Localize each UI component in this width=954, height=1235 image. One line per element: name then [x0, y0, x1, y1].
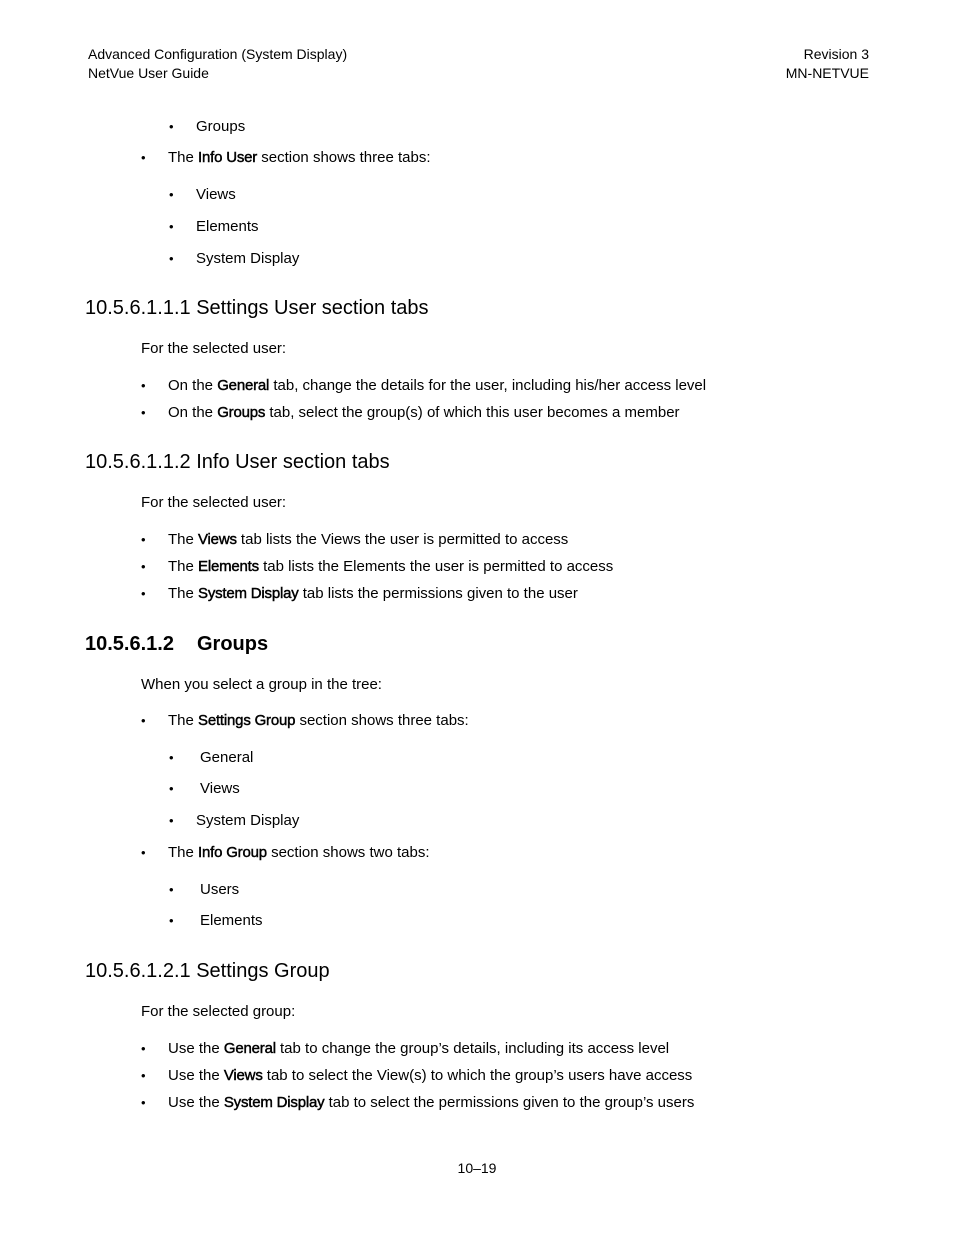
header-right-revision: Revision 3 [803, 46, 869, 62]
section-number: 10.5.6.1.2 [85, 633, 174, 655]
paragraph: For the selected group: [141, 1003, 296, 1020]
list-item-text: System Display [196, 812, 300, 829]
ui-term: Views [198, 531, 237, 548]
list-item-pre: The [168, 712, 199, 729]
list-item-post: tab, change the details for the user, including his/her access level [269, 377, 707, 394]
bullet-icon: • [141, 405, 146, 420]
bullet-icon: • [141, 1095, 146, 1110]
bullet-icon: • [169, 913, 174, 928]
list-item-pre: The [168, 844, 199, 861]
paragraph: For the selected user: [141, 340, 287, 357]
section-heading-groups [85, 631, 268, 657]
bullet-icon: • [169, 750, 174, 765]
list-item [141, 530, 568, 550]
ui-term: Settings Group [198, 712, 296, 729]
list-item-post: tab lists the permissions given to the user [298, 585, 578, 602]
bullet-icon: • [141, 532, 146, 547]
bullet-icon: • [169, 813, 174, 828]
list-item [169, 217, 259, 237]
list-item-text: Elements [196, 218, 259, 235]
bullet-icon: • [141, 586, 146, 601]
list-item-post: tab, select the group(s) of which this user becomes a member [265, 404, 680, 421]
section-heading: 10.5.6.1.2.1 Settings Group [85, 960, 330, 982]
list-item-post: tab to select the View(s) to which the group’s users have access [262, 1067, 693, 1084]
section-title: Groups [197, 633, 269, 655]
ui-term: System Display [198, 585, 299, 602]
list-item [141, 403, 680, 423]
list-item-post: section shows two tabs: [266, 844, 430, 861]
list-item-post: tab lists the Elements the user is permitted to access [258, 558, 614, 575]
list-item [169, 748, 253, 768]
header-right-doc-id: MN-NETVUE [785, 65, 869, 81]
list-item [141, 1093, 694, 1113]
ui-term: General [217, 377, 270, 394]
list-item-pre: Use the [168, 1094, 224, 1111]
bullet-icon: • [169, 251, 174, 266]
ui-term: Info User [198, 149, 258, 166]
list-item [169, 249, 299, 269]
ui-term: Info Group [198, 844, 267, 861]
list-item [141, 1039, 669, 1059]
list-item [169, 911, 263, 931]
list-item-pre: Use the [168, 1067, 224, 1084]
list-item-text: Views [196, 186, 236, 203]
section-heading: 10.5.6.1.1.2 Info User section tabs [85, 451, 390, 473]
bullet-icon: • [141, 1041, 146, 1056]
paragraph: For the selected user: [141, 494, 287, 511]
list-item [169, 880, 239, 900]
list-item-pre: Use the [168, 1040, 224, 1057]
list-item-post: tab lists the Views the user is permitted to access [236, 531, 569, 548]
list-item [141, 557, 613, 577]
list-item [141, 843, 429, 863]
bullet-icon: • [169, 219, 174, 234]
list-item-pre: The [168, 531, 199, 548]
list-item-text: General [200, 749, 254, 766]
list-item-pre: The [168, 585, 199, 602]
header-left-title: Advanced Configuration (System Display) [88, 46, 348, 62]
section-heading: 10.5.6.1.1.1 Settings User section tabs [85, 297, 429, 319]
list-item-text: Groups [196, 118, 246, 135]
ui-term: Groups [217, 404, 266, 421]
list-item [141, 148, 431, 168]
list-item [169, 117, 245, 137]
bullet-icon: • [141, 559, 146, 574]
bullet-icon: • [141, 150, 146, 165]
list-item [141, 1066, 692, 1086]
header-left-subtitle: NetVue User Guide [88, 65, 209, 81]
list-item [141, 376, 706, 396]
paragraph: When you select a group in the tree: [141, 676, 382, 693]
bullet-icon: • [169, 119, 174, 134]
list-item-post: section shows three tabs: [257, 149, 431, 166]
list-item-text: Elements [200, 912, 263, 929]
list-item-pre: The [168, 149, 199, 166]
list-item-pre: On the [168, 377, 218, 394]
list-item [169, 185, 236, 205]
list-item-post: tab to select the permissions given to the group’s users [324, 1094, 695, 1111]
list-item-text: System Display [196, 250, 300, 267]
bullet-icon: • [169, 781, 174, 796]
list-item [169, 779, 240, 799]
list-item-text: Users [200, 881, 240, 898]
list-item-text: Views [200, 780, 240, 797]
ui-term: System Display [223, 1094, 325, 1111]
bullet-icon: • [141, 378, 146, 393]
list-item [141, 711, 469, 731]
list-item-post: tab to change the group’s details, including its access level [275, 1040, 670, 1057]
ui-term: Elements [198, 558, 259, 575]
bullet-icon: • [141, 845, 146, 860]
ui-term: General [223, 1040, 276, 1057]
ui-term: Views [223, 1067, 263, 1084]
bullet-icon: • [169, 187, 174, 202]
list-item [141, 584, 578, 604]
list-item-post: section shows three tabs: [295, 712, 469, 729]
bullet-icon: • [141, 713, 146, 728]
list-item [169, 811, 299, 831]
bullet-icon: • [141, 1068, 146, 1083]
list-item-pre: On the [168, 404, 218, 421]
bullet-icon: • [169, 882, 174, 897]
page-number: 10–19 [457, 1160, 497, 1176]
list-item-pre: The [168, 558, 199, 575]
